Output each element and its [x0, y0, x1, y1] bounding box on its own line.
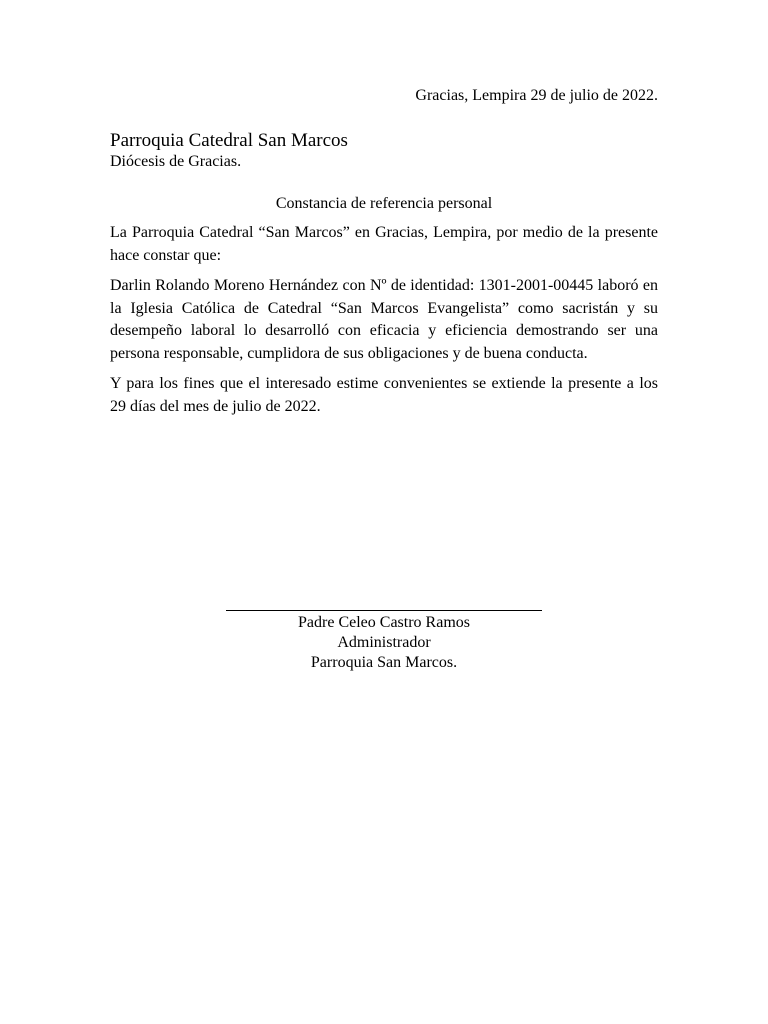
letter-date: Gracias, Lempira 29 de julio de 2022. [415, 87, 658, 104]
letter-body [110, 86, 658, 418]
document-title: Constancia de referencia personal [275, 195, 493, 212]
organization-diocese: Diócesis de Gracias. [110, 153, 242, 170]
paragraph-statement: Darlin Rolando Moreno Hernández con Nº de identidad: 1301-2001-00445 laboró en la Iglesia Católica de Catedral “San Marcos Evangelista” como sacristán y su desempeño laboral lo desarrolló con eficacia y eficiencia demostrando ser una persona responsable, cumplidora de sus obligaciones y de buena conducta. [110, 277, 658, 362]
signature-line [226, 596, 542, 611]
paragraph-closing: Y para los fines que el interesado estime convenientes se extiende la presente a los 29 días del mes de julio de 2022. [110, 375, 658, 415]
paragraph-intro: La Parroquia Catedral “San Marcos” en Gracias, Lempira, por medio de la presente hace constar que: [110, 224, 658, 264]
signatory-organization: Parroquia San Marcos. [310, 654, 458, 671]
organization-name: Parroquia Catedral San Marcos [110, 130, 348, 151]
signature-block [110, 596, 658, 673]
signatory-name: Padre Celeo Castro Ramos [298, 614, 470, 631]
signatory-role: Administrador [337, 634, 431, 651]
